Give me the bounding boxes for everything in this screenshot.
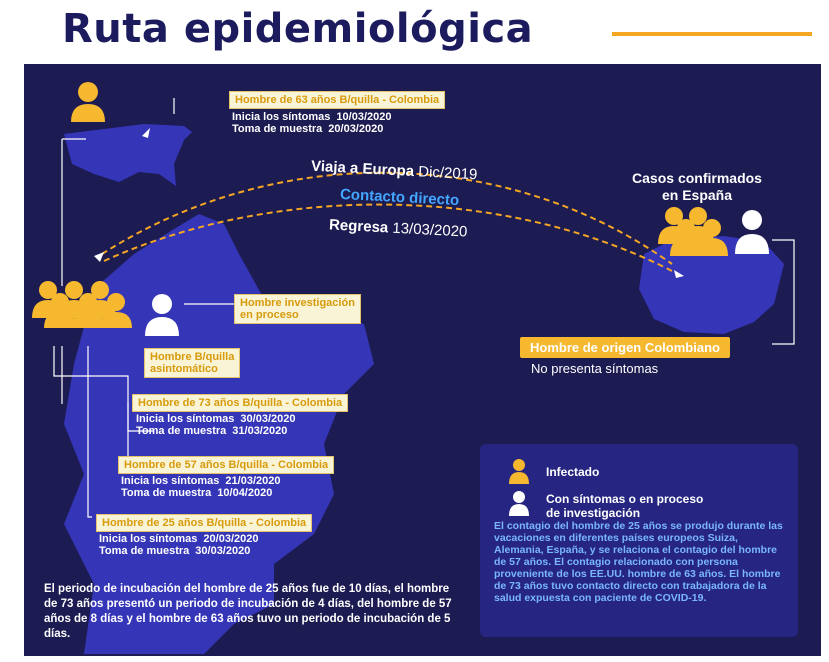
- usa-map: [64, 124, 192, 186]
- legend-symptoms-line2: de investigación: [546, 506, 641, 520]
- case-label-63: Hombre de 63 años B/quilla - Colombia: [229, 91, 445, 109]
- route-to-europe-date: Dic/2019: [417, 163, 478, 184]
- sample-date: 31/03/2020: [232, 425, 288, 437]
- spain-title: [620, 170, 774, 204]
- onset-date: 30/03/2020: [240, 413, 296, 425]
- onset-label: Inicia los síntomas: [232, 111, 331, 123]
- route-return-text: Regresa: [328, 216, 389, 237]
- symptoms-icon: [508, 490, 530, 516]
- investigation-label: [234, 294, 361, 324]
- case-25-details: [99, 533, 258, 557]
- legend-symptoms-line1: Con síntomas o en proceso: [546, 492, 704, 506]
- sample-label: Toma de muestra: [121, 487, 212, 499]
- sample-date: 10/04/2020: [217, 487, 273, 499]
- legend-note: El contagio del hombre de 25 años se produjo durante las vacaciones en diferentes países europeos Suiza, Alemania, España, y se relaciona el contagio del hombre de 57 años. El contagio relacionado con persona proveniente de los EE.UU. hombre de 63 años. El hombre de 73 años tuvo contacto directo con trabajadora de la salud expuesta con paciente de COVID-19.: [494, 520, 783, 604]
- sample-date: 30/03/2020: [195, 545, 251, 557]
- sample-label: Toma de muestra: [99, 545, 190, 557]
- sample-date: 20/03/2020: [328, 123, 384, 135]
- onset-date: 10/03/2020: [336, 111, 392, 123]
- sample-label: Toma de muestra: [136, 425, 227, 437]
- onset-date: 21/03/2020: [225, 475, 281, 487]
- asymptomatic-line2: asintomático: [150, 363, 218, 375]
- case-63-details: [232, 111, 391, 135]
- origin-badge: Hombre de origen Colombiano: [520, 337, 730, 358]
- legend-box: [480, 444, 798, 637]
- case-57-details: [121, 475, 280, 499]
- case-label-57: Hombre de 57 años B/quilla - Colombia: [118, 456, 334, 474]
- origin-note: No presenta síntomas: [531, 361, 659, 376]
- legend-infected: Infectado: [546, 465, 600, 479]
- case-label-25: Hombre de 25 años B/quilla - Colombia: [96, 514, 312, 532]
- spain-title-line2: en España: [661, 187, 733, 203]
- onset-date: 20/03/2020: [203, 533, 259, 545]
- investigation-line1: Hombre investigación: [240, 297, 355, 309]
- case-73-details: [136, 413, 295, 437]
- route-return-date: 13/03/2020: [391, 219, 468, 241]
- person-icon-investigation: [142, 292, 182, 336]
- onset-label: Inicia los síntomas: [136, 413, 235, 425]
- diagram-panel: [24, 64, 821, 656]
- route-contact: Contacto directo: [339, 185, 460, 210]
- infected-icon: [508, 458, 530, 484]
- asymptomatic-line1: Hombre B/quilla: [150, 351, 235, 363]
- page-title: Ruta epidemiológica: [62, 6, 534, 52]
- incubation-note: El periodo de incubación del hombre de 25 años fue de 10 días, el hombre de 73 años presentó un periodo de incubación de 4 días, del hombre de 57 años de 8 días y el hombre de 63 años tuvo un periodo de incubación de 5 días.: [44, 583, 452, 640]
- route-to-europe-text: Viaja a Europa: [310, 157, 415, 181]
- person-icon-usa: [68, 80, 108, 122]
- onset-label: Inicia los síntomas: [99, 533, 198, 545]
- title-underline: [612, 32, 812, 36]
- case-label-73: Hombre de 73 años B/quilla - Colombia: [132, 394, 348, 412]
- spain-title-line1: Casos confirmados: [632, 170, 762, 186]
- legend-symptoms: [546, 492, 703, 520]
- sample-label: Toma de muestra: [232, 123, 323, 135]
- onset-label: Inicia los síntomas: [121, 475, 220, 487]
- person-group-spain-icon: [656, 204, 776, 256]
- investigation-line2: en proceso: [240, 309, 299, 321]
- person-group-icon: [30, 280, 142, 328]
- asymptomatic-label: [144, 348, 240, 378]
